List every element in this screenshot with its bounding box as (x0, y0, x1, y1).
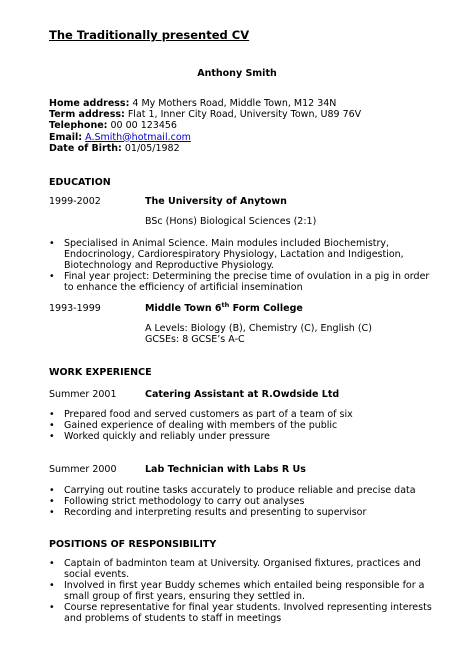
telephone-line (49, 120, 361, 131)
term-address-label: Term address: (49, 109, 125, 121)
gcse-line: GCSEs: 8 GCSE’s A-C (145, 334, 245, 345)
work-bullets (49, 409, 353, 442)
work-bullets (49, 485, 416, 518)
list-item: • Prepared food and served customers as part of a team of six (49, 409, 353, 420)
degree-title: BSc (Hons) Biological Sciences (2:1) (145, 216, 317, 227)
work-heading: WORK EXPERIENCE (49, 367, 152, 378)
responsibility-bullets (49, 558, 432, 624)
education-heading: EDUCATION (49, 177, 111, 188)
email-label: Email: (49, 131, 83, 143)
education-date: 1993-1999 (49, 303, 101, 314)
telephone-label: Telephone: (49, 120, 108, 132)
dob-line (49, 143, 361, 154)
education-bullets (49, 238, 429, 293)
list-item: • Following strict methodology to carry out analyses (49, 496, 416, 507)
dob-label: Date of Birth: (49, 142, 122, 154)
responsibility-heading: POSITIONS OF RESPONSIBILITY (49, 539, 217, 550)
job-title: Catering Assistant at R.Owdside Ltd (145, 389, 340, 400)
education-date: 1999-2002 (49, 196, 101, 207)
dob-value: 01/05/1982 (124, 142, 180, 154)
term-address-line (49, 109, 361, 120)
a-levels-line: A Levels: Biology (B), Chemistry (C), English (C) (145, 323, 372, 334)
education-institution: Middle Town 6th Form College (145, 300, 303, 314)
home-address-line (49, 98, 361, 109)
list-item: • Worked quickly and reliably under pressure (49, 431, 353, 442)
list-item: • Course representative for final year students. Involved representing interests and problems of students to staff in meetings (49, 602, 432, 624)
work-date: Summer 2000 (49, 464, 117, 475)
list-item: • Recording and interpreting results and presenting to supervisor (49, 507, 416, 518)
job-title: Lab Technician with Labs R Us (145, 464, 306, 475)
telephone-value: 00 00 123456 (110, 120, 177, 132)
education-institution: The University of Anytown (145, 196, 287, 207)
list-item: • Specialised in Animal Science. Main modules included Biochemistry, Endocrinology, Cardiorespiratory Physiology, Lactation and Indigestion, Biotechnology and Reproductive Physiology. (49, 238, 429, 271)
email-link[interactable]: A.Smith@hotmail.com (85, 131, 191, 143)
document-title: The Traditionally presented CV (49, 28, 250, 42)
work-date: Summer 2001 (49, 389, 117, 400)
term-address-value: Flat 1, Inner City Road, University Town, U89 76V (127, 109, 362, 121)
list-item: • Involved in first year Buddy schemes which entailed being responsible for a small group of first years, ensuring they settled in. (49, 580, 432, 602)
email-line (49, 132, 361, 143)
home-address-value: 4 My Mothers Road, Middle Town, M12 34N (132, 98, 337, 109)
list-item: • Carrying out routine tasks accurately to produce reliable and precise data (49, 485, 416, 496)
contact-details (49, 98, 361, 154)
home-address-label: Home address: (49, 98, 130, 109)
list-item: • Gained experience of dealing with members of the public (49, 420, 353, 431)
list-item: • Final year project: Determining the precise time of ovulation in a pig in order to enhance the efficiency of artificial insemination (49, 271, 429, 293)
list-item: • Captain of badminton team at University. Organised fixtures, practices and social events. (49, 558, 432, 580)
candidate-name: Anthony Smith (197, 68, 277, 79)
